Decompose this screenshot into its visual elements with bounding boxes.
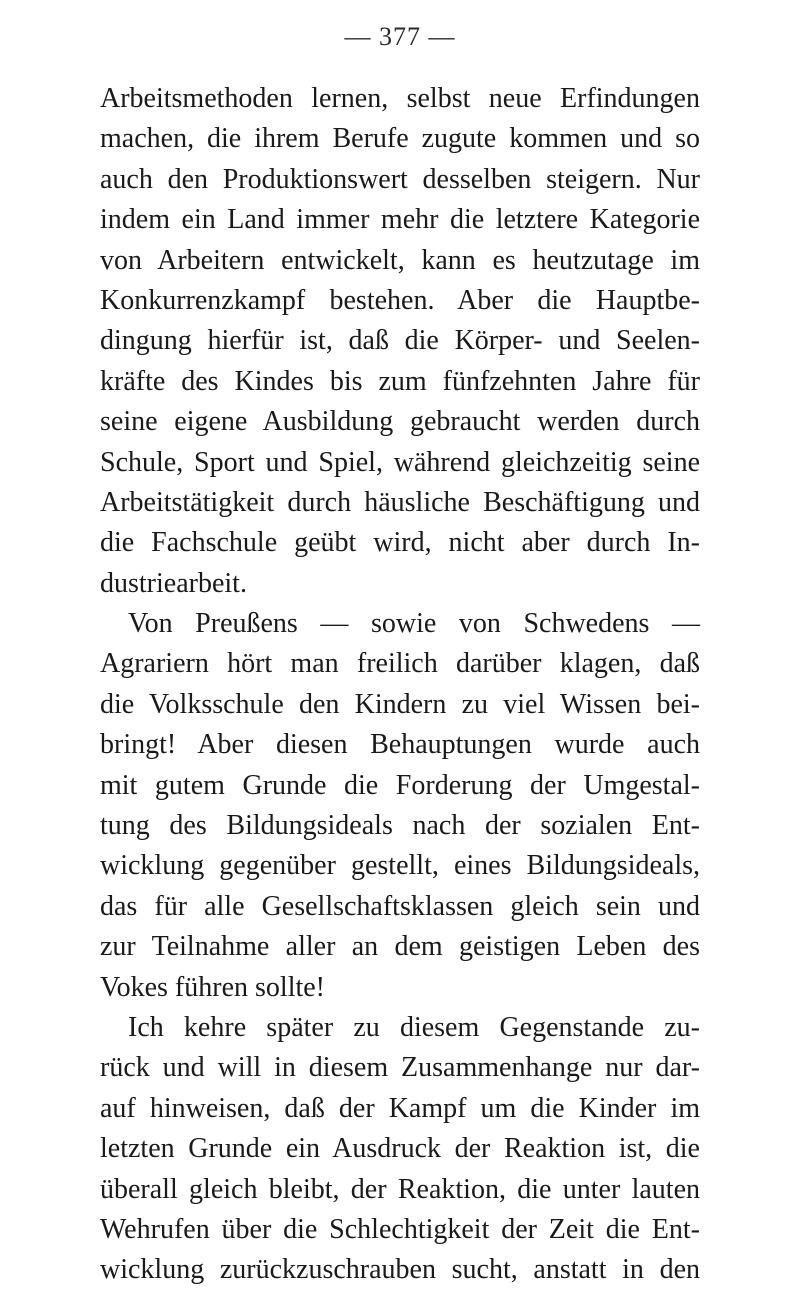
text-line: auch den Produktionswert desselben steigern. Nur: [100, 163, 700, 195]
text-line: Arbeitsmethoden lernen, selbst neue Erfindungen: [100, 83, 700, 114]
body-text: [100, 79, 700, 1291]
page-number: — 377 —: [344, 22, 456, 51]
text-line: Konkurrenzkampf bestehen. Aber die Hauptbe-: [100, 284, 700, 316]
text-line: Agrariern hört man freilich darüber klagen, daß: [100, 648, 700, 680]
text-line: machen, die ihrem Berufe zugute kommen und so: [100, 123, 700, 155]
text-line: wicklung zurückzuschrauben sucht, anstatt in den: [100, 1254, 700, 1286]
text-line: Arbeitstätigkeit durch häusliche Beschäftigung und: [100, 486, 700, 518]
text-line: zur Teilnahme aller an dem geistigen Leben des: [100, 931, 700, 963]
text-line: rück und will in diesem Zusammenhange nur dar-: [100, 1052, 700, 1084]
text-line: Schule, Sport und Spiel, während gleichzeitig seine: [100, 446, 700, 478]
paragraph-last-line: dustriearbeit.: [100, 567, 247, 599]
paragraph-first-line: Ich kehre später zu diesem Gegenstande zu-: [128, 1011, 700, 1043]
text-line: wicklung gegenüber gestellt, eines Bildungsideals,: [100, 850, 700, 882]
text-line: überall gleich bleibt, der Reaktion, die unter lauten: [100, 1173, 700, 1205]
paragraph-last-line: Vokes führen sollte!: [100, 971, 325, 1003]
text-line: kräfte des Kindes bis zum fünfzehnten Jahre für: [100, 365, 700, 397]
text-line: die Volksschule den Kindern zu viel Wissen bei-: [100, 688, 700, 720]
text-line: indem ein Land immer mehr die letztere Kategorie: [100, 204, 700, 236]
text-line: seine eigene Ausbildung gebraucht werden durch: [100, 406, 700, 438]
text-line: auf hinweisen, daß der Kampf um die Kinder im: [100, 1092, 700, 1124]
paragraph-first-line: Von Preußens — sowie von Schwedens —: [128, 608, 700, 640]
text-line: Wehrufen über die Schlechtigkeit der Zeit die Ent-: [100, 1213, 700, 1245]
text-line: das für alle Gesellschaftsklassen gleich sein und: [100, 890, 700, 922]
text-line: tung des Bildungsideals nach der sozialen Ent-: [100, 810, 700, 842]
text-line: von Arbeitern entwickelt, kann es heutzutage im: [100, 244, 700, 276]
text-line: mit gutem Grunde die Forderung der Umgestal-: [100, 769, 700, 801]
text-line: letzten Grunde ein Ausdruck der Reaktion ist, die: [100, 1133, 700, 1165]
text-line: die Fachschule geübt wird, nicht aber durch In-: [100, 527, 700, 559]
text-line: dingung hierfür ist, daß die Körper- und Seelen-: [100, 325, 700, 357]
text-line: bringt! Aber diesen Behauptungen wurde auch: [100, 729, 700, 761]
